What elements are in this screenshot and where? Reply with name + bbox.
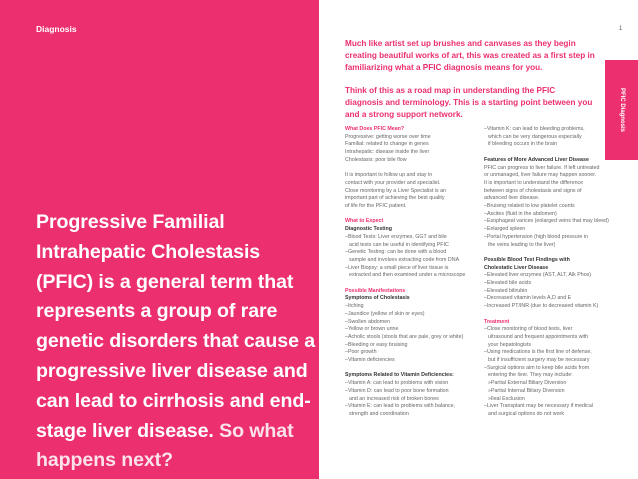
list-item: – Using medications is the first line of defense, but if insufficient surgery may be necessary xyxy=(484,349,624,364)
list-item: – Esophageal varices (enlarged veins that may bleed) xyxy=(484,218,624,226)
column-left xyxy=(345,126,485,419)
text-line: or unmanaged, liver failure may happen sooner. xyxy=(484,172,597,179)
list-item: – Swollen abdomen xyxy=(345,319,485,327)
section-label: Diagnosis xyxy=(36,24,77,34)
list-item: – Vitamin A: can lead to problems with vision xyxy=(345,380,485,388)
list-item: – Elevated liver enzymes (AST, ALT, Alk Phos) xyxy=(484,272,624,280)
list-item: – Surgical options aim to keep bile acids from entering the liver. They may include: xyxy=(484,365,624,380)
text-line: Intrahepatic: disease inside the liver xyxy=(345,149,430,156)
text-line: Cholestasis: poor bile flow xyxy=(345,156,407,163)
side-tab-label: PFIC Diagnosis xyxy=(618,87,625,133)
list-item: – Ascites (fluid in the abdomen) xyxy=(484,211,624,219)
text-line: Close monitoring by a Liver Specialist is an xyxy=(345,187,446,194)
text-line: important part of achieving the best quality xyxy=(345,195,445,202)
heading-blood-test-findings: Possible Blood Test Findings with Cholestatic Liver Disease xyxy=(484,256,570,271)
page-number: 1 xyxy=(619,26,623,32)
text-line: Familial: related to change in genes xyxy=(345,141,429,148)
text-line: It is important to understand the difference xyxy=(484,179,584,186)
heading-advanced-liver-disease: Features of More Advanced Liver Disease xyxy=(484,156,589,163)
list-item: – Jaundice (yellow of skin or eyes) xyxy=(345,311,485,319)
list-item: – Vitamin K: can lead to bleeding problems, which can be very dangerous especially if bleeding occurs in the brain xyxy=(484,126,624,149)
list-item: – Yellow or brown urine xyxy=(345,326,485,334)
list-item: – Increased PT/INR (due to decreased vitamin K) xyxy=(484,303,624,311)
list-item: – Genetic Testing: can be done with a blood sample and involves extracting code from DNA xyxy=(345,249,485,264)
list-item: – Acholic stools (stools that are pale, grey or white) xyxy=(345,334,485,342)
list-item: – Vitamin D: can lead to poor bone formation and an increased risk of broken bones xyxy=(345,388,485,403)
intro-paragraph-1: Much like artist set up brushes and canvases as they begin creating beautiful works of art, this was created as a first step in familiarizing what a PFIC diagnosis means for you. xyxy=(345,39,595,73)
heading-what-to-expect: What to Expect xyxy=(345,218,384,225)
headline xyxy=(36,208,321,476)
text-line: contact with your provider and specialist. xyxy=(345,179,441,186)
list-item: – Close monitoring of blood tests, liver ultrasound and frequent appointments with your hepatologists xyxy=(484,326,624,349)
heading-possible-manifestations: Possible Manifestations xyxy=(345,287,406,294)
list-item: – Blood Tests: Liver enzymes, GGT and bile acid tests can be useful in identifying PFIC xyxy=(345,234,485,249)
text-line: It is important to follow up and stay in xyxy=(345,172,433,179)
heading-vitamin-deficiencies: Symptoms Related to Vitamin Deficiencies: xyxy=(345,372,454,379)
list-item: – Bleeding or easy bruising xyxy=(345,342,485,350)
headline-question: So what happens next? xyxy=(36,419,294,472)
list-item: – Portal hypertension (high blood pressure in the veins leading to the liver) xyxy=(484,234,624,249)
list-item: – Liver Transplant may be necessary if medical and surgical options do not work xyxy=(484,403,624,418)
list-item: – Vitamin E: can lead to problems with balance, strength and coordination xyxy=(345,403,485,418)
list-item: – Decreased vitamin levels A,D and E xyxy=(484,295,624,303)
text-line: between signs of cholestasis and signs of xyxy=(484,187,582,194)
text-line: of life for the PFIC patient. xyxy=(345,203,407,210)
list-item: – Elevated bile acids xyxy=(484,280,624,288)
text-line: PFIC can progress to liver failure. If left untreated xyxy=(484,164,600,171)
text-line: advanced liver disease. xyxy=(484,195,540,202)
list-item: – Vitamin deficiencies xyxy=(345,357,485,365)
text-line: Progressive: getting worse over time xyxy=(345,133,431,140)
sub-list-item: » Partial Internal Biliary Diversion xyxy=(484,388,624,396)
intro xyxy=(345,38,595,121)
column-right xyxy=(484,126,624,419)
list-item: – Enlarged spleen xyxy=(484,226,624,234)
sub-list-item: » Ileal Exclusion xyxy=(484,396,624,404)
intro-paragraph-2: Think of this as a road map in understanding the PFIC diagnosis and terminology. This is a starting point between you and a strong support network. xyxy=(345,85,593,120)
list-item: – Liver Biopsy: a small piece of liver tissue is extracted and then examined under a microscope xyxy=(345,265,485,280)
heading-treatment: Treatment xyxy=(484,318,510,325)
list-item: – Itching xyxy=(345,303,485,311)
sub-list-item: » Partial External Biliary Diversion xyxy=(484,380,624,388)
heading-diagnostic-testing: Diagnostic Testing xyxy=(345,226,392,233)
list-item: – Poor growth xyxy=(345,349,485,357)
list-item: – Bruising related to low platelet counts xyxy=(484,203,624,211)
headline-main: Progressive Familial Intrahepatic Cholestasis (PFIC) is a general term that represents a group of rare genetic disorders that cause a progressive liver disease and can lead to cirrhosis and end-stage liver disease. xyxy=(36,211,316,442)
heading-what-pfic: What Does PFIC Mean? xyxy=(345,126,405,132)
list-item: – Elevated bilirubin xyxy=(484,288,624,296)
heading-symptoms-cholestasis: Symptoms of Cholestasis xyxy=(345,295,410,302)
